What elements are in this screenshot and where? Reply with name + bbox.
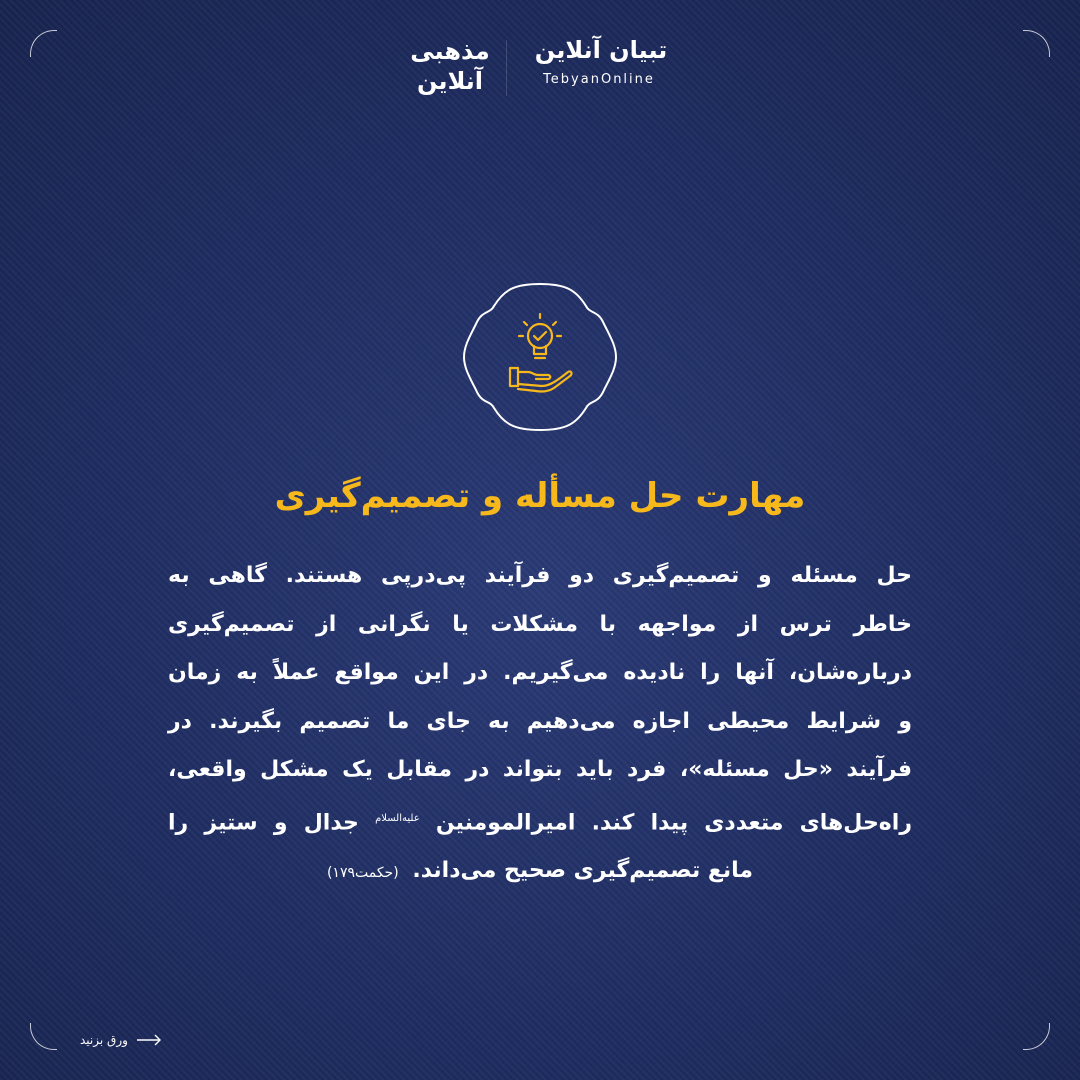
body-line6-start: راه‌حل‌های متعددی پیدا کند. امیرالمومنین	[435, 809, 912, 835]
body-line: خاطر ترس از مواجهه با مشکلات یا نگرانی از تصمیم‌گیری	[168, 611, 912, 637]
body-line-last	[168, 847, 912, 898]
body-last-text: مانع تصمیم‌گیری صحیح می‌داند.	[412, 858, 754, 884]
swipe-next-hint[interactable]	[80, 1030, 162, 1050]
mazhabi-online-logo	[405, 36, 495, 96]
mazhabi-logo-line2: آنلاین	[416, 67, 484, 95]
body-line: حل مسئله و تصمیم‌گیری دو فرآیند پی‌درپی هستند. گاهی به	[168, 563, 912, 588]
lightbulb-in-hand-icon	[458, 280, 622, 434]
body-line: درباره‌شان، آنها را نادیده می‌گیریم. در این مواقع عملاً به زمان	[168, 660, 912, 685]
arrow-right-icon	[136, 1034, 162, 1046]
body-line: و شرایط محیطی اجازه می‌دهیم به جای ما تصمیم بگیرند. در	[168, 708, 912, 734]
brand-header	[0, 30, 1080, 110]
honorific-mark: علیه‌السلام	[375, 812, 420, 824]
tebyan-logo-fa: تبیان آنلاین	[534, 36, 668, 64]
swipe-next-label: ورق بزنید	[80, 1033, 128, 1047]
corner-frame-bottom-right	[1023, 1023, 1050, 1050]
body-line6-end: جدال و ستیز را	[168, 809, 359, 835]
logo-divider	[506, 40, 507, 96]
tebyan-logo-en: TebyanOnline	[543, 72, 655, 87]
hekmat-reference: (حکمت۱۷۹)	[326, 865, 399, 882]
body-line: فرآیند «حل مسئله»، فرد باید بتواند در مقابل یک مشکل واقعی،	[168, 757, 912, 782]
page-title: مهارت حل مسأله و تصمیم‌گیری	[274, 476, 806, 516]
body-paragraph	[168, 552, 912, 898]
mazhabi-logo-line1: مذهبی	[410, 37, 490, 65]
body-line	[168, 795, 912, 848]
corner-frame-bottom-left	[30, 1023, 57, 1050]
icon-badge	[458, 280, 622, 434]
